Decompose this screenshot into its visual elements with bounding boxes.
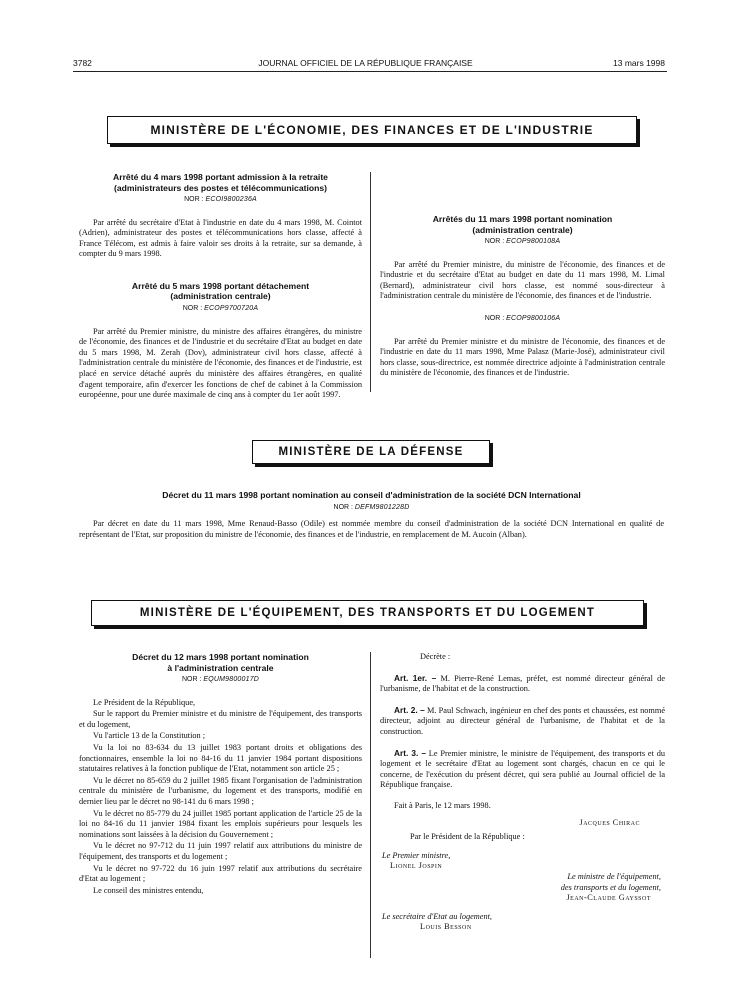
nor-reference: NOR : DEFM9801228D <box>333 503 410 511</box>
visa-paragraph: Le Président de la République, <box>93 697 196 707</box>
nor-reference: NOR : EQUM9800017D <box>181 676 260 683</box>
arrete-body: Par arrêté du Premier ministre, du ministre des affaires étrangères, du ministre de l'économie, des finances et de l'industrie et du secrétaire d'Etat au budget en date du 5 mars 1998, M. Zerah (Dov), administrateur civil hors classe, affecté à l'administration centrale du ministère de l'économie, des finances et de l'industrie, est placé en service détaché auprès du ministère des affaires étrangères, en qualité d'agent temporaire, afin d'exercer les fonctions de chef de cabinet à la Commission européenne, pour une durée maximale de cinq ans à compter du 1er août 1997. <box>79 326 362 400</box>
visa-paragraph: Sur le rapport du Premier ministre et du ministre de l'équipement, des transports et du logement, <box>79 709 362 729</box>
column-separator <box>370 652 371 958</box>
arrete-subtitle: (administrateurs des postes et télécommunications) <box>114 182 327 193</box>
arrete-body: Par arrêté du Premier ministre et du ministre de l'économie, des finances et de l'industrie en date du 11 mars 1998, Mme Palasz (Marie-José), administrateur civil hors classe, sous-directrice, est nommée directrice adjointe à l'administration centrale du ministère de l'économie, des finances et de l'industrie. <box>380 336 665 378</box>
minister-title-2: des transports et du logement, <box>560 882 661 892</box>
arrete-body: Par arrêté du Premier ministre, du ministre de l'économie, des finances et de l'industrie et du secrétaire d'Etat au budget en date du 11 mars 1998, M. Limal (Bernard), administrateur civil hors classe, est nommé sous-directeur à l'administration centrale du ministère de l'économie, des finances et de l'industrie. <box>380 259 665 301</box>
decret-title: Décret du 12 mars 1998 portant nomination <box>132 652 309 662</box>
pm-name: Lionel Jospin <box>390 861 443 871</box>
visa-paragraph: Vu le décret no 97-712 du 11 juin 1997 relatif aux attributions du ministre de l'équipement, des transports et du logement ; <box>79 841 362 861</box>
visa-paragraph: Vu l'article 13 de la Constitution ; <box>93 731 206 741</box>
pm-title: Le Premier ministre, <box>382 850 451 860</box>
section3-right-column <box>380 652 665 933</box>
visa-paragraph: Vu le décret no 85-659 du 2 juillet 1985 fixant l'organisation de l'administration centrale du ministère de l'urbanisme, du logement et des transports, modifié en dernier lieu par le décret no 98-141 du 6 mars 1998 ; <box>79 775 362 806</box>
section1-left-column <box>79 172 362 667</box>
secretary-title: Le secrétaire d'Etat au logement, <box>382 911 492 921</box>
issue-date: 13 mars 1998 <box>613 58 665 68</box>
minister-name: Jean-Claude Gayssot <box>566 893 651 903</box>
arrete-title: Arrêtés du 11 mars 1998 portant nomination <box>432 214 613 224</box>
signature-president: Jacques Chirac <box>579 817 640 827</box>
article-2: Art. 2. – M. Paul Schwach, ingénieur en chef des ponts et chaussées, est nommé directeur, adjoint au directeur général de l'urbanisme, de l'habitat et de la construction. <box>380 704 666 736</box>
section2-body <box>79 490 664 541</box>
visa-paragraph: Vu le décret no 97-722 du 16 juin 1997 relatif aux attributions du secrétaire d'Etat au logement ; <box>79 863 362 884</box>
visa-paragraph: Vu le décret no 85-779 du 24 juillet 1985 portant application de l'article 25 de la loi no 84-16 du 11 janvier 1984 fixant les emplois supérieurs pour lesquels les nominations sont laissées à la décision du Gouvernement ; <box>79 808 362 839</box>
by-the-president: Par le Président de la République : <box>410 832 525 842</box>
column-separator <box>370 172 371 392</box>
nor-reference: NOR : ECOI9800236A <box>184 196 257 203</box>
decret-title: Décret du 11 mars 1998 portant nomination au conseil d'administration de la société DCN International <box>162 490 581 500</box>
minister-title-1: Le ministre de l'équipement, <box>567 871 661 881</box>
section1-right-column <box>380 172 665 380</box>
journal-title: JOURNAL OFFICIEL DE LA RÉPUBLIQUE FRANÇAISE <box>258 58 473 68</box>
nor-reference: NOR : ECOP9800106A <box>484 314 561 322</box>
article-3: Art. 3. – Le Premier ministre, le ministre de l'équipement, des transports et du logement et le secrétaire d'Etat au logement sont chargés, chacun en ce qui le concerne, de l'exécution du présent décret, qui sera publié au Journal officiel de la République française. <box>380 747 665 790</box>
arrete-body: Par arrêté du secrétaire d'Etat à l'industrie en date du 4 mars 1998, M. Cointot (Adrien), administrateur des postes et télécommunications hors classe, affecté à France Télécom, est admis à faire valoir ses droits à la retraite, sur sa demande, à compter du 9 mars 1998. <box>79 217 362 259</box>
section-heading-defense: MINISTÈRE DE LA DÉFENSE <box>252 440 490 464</box>
section-heading-economie: MINISTÈRE DE L'ÉCONOMIE, DES FINANCES ET DE L'INDUSTRIE <box>107 116 637 144</box>
arrete-subtitle: (administration centrale) <box>170 291 271 302</box>
section-heading-equipement: MINISTÈRE DE L'ÉQUIPEMENT, DES TRANSPORTS ET DU LOGEMENT <box>91 600 644 626</box>
arrete-title: Arrêté du 4 mars 1998 portant admission à la retraite <box>113 172 328 182</box>
date-line: Fait à Paris, le 12 mars 1998. <box>394 800 491 810</box>
secretary-name: Louis Besson <box>420 922 472 932</box>
visa-paragraph: Vu la loi no 83-634 du 13 juillet 1983 portant droits et obligations des fonctionnaires, ensemble la loi no 84-16 du 11 janvier 1984 portant dispositions statutaires relatives à la fonction publique de l'Etat, notamment son article 25 ; <box>79 742 362 774</box>
nor-reference: NOR : ECOP9800108A <box>484 238 561 245</box>
page-number: 3782 <box>73 58 92 68</box>
nor-reference: NOR : ECOP9700720A <box>182 304 259 312</box>
decret-subtitle: à l'administration centrale <box>167 662 274 673</box>
arrete-title: Arrêté du 5 mars 1998 portant détachement <box>131 280 310 291</box>
decret-body: Par décret en date du 11 mars 1998, Mme Renaud-Basso (Odile) est nommée membre du conseil d'administration de la société DCN International en qualité de représentant de l'Etat, sur proposition du ministre de l'économie, des finances et de l'industrie, en remplacement de M. Aucoin (Alban). <box>79 519 664 539</box>
arrete-subtitle: (administration centrale) <box>472 224 573 235</box>
visa-paragraph: Le conseil des ministres entendu, <box>93 885 204 895</box>
article-1: Art. 1er. – M. Pierre-René Lemas, préfet, est nommé directeur général de l'urbanisme, de l'habitat et de la construction. <box>380 672 665 694</box>
header-rule <box>73 71 667 72</box>
continued-text-spacer <box>380 172 665 214</box>
decrete-label: Décrète : <box>420 652 451 661</box>
section3-left-column <box>79 652 362 897</box>
